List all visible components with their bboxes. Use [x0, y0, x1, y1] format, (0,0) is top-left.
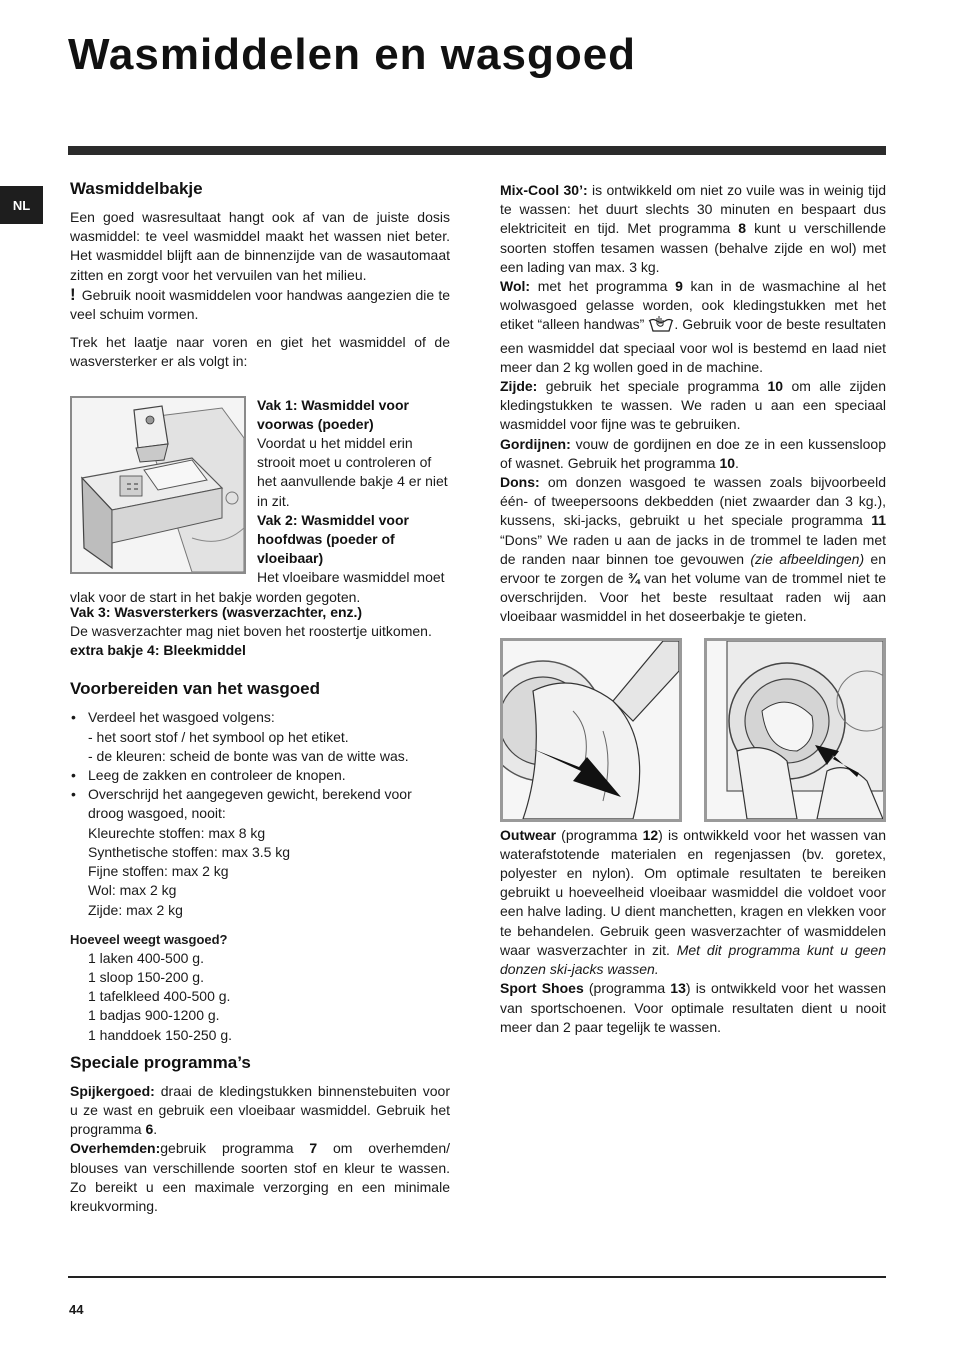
- handwash-icon: [648, 315, 674, 338]
- loading-jacket-illustration: [500, 638, 682, 822]
- folding-edges-illustration: [704, 638, 886, 822]
- dons-paragraph: Dons: om donzen wasgoed te wassen zoals bijvoorbeeld één- of tweepersoons dekbedden (niet zwaarder dan 3 kg.), kussens, ski-jacks, gebruikt u het speciale programma 11 “Dons” We raden u aan de jacks in de trommel te laden met de randen naar binnen toe gevouwen (zie afbeeldingen) en ervoor te zorgen de ¾ van het volume van de trommel niet te overschrijden. Voor het beste resultaat raden wij aan vloeibaar wasmiddel in het doseerbakje te gieten.: [500, 474, 886, 625]
- detergent-drawer-illustration: [70, 396, 246, 574]
- warning-paragraph: ! Gebruik nooit wasmiddelen voor handwas aangezien die te veel schuim vormen.: [70, 284, 450, 323]
- page-number: 44: [69, 1302, 84, 1317]
- section-heading-speciale: Speciale programma’s: [70, 1052, 251, 1072]
- section-heading-voorbereiden: Voorbereiden van het wasgoed: [70, 679, 321, 699]
- right-column: [500, 181, 886, 1037]
- vak-3-label: Vak 3: Wasversterkers (wasverzachter, enz.): [70, 603, 363, 620]
- footer-rule: [68, 1276, 886, 1278]
- list-item: • Overschrijd het aangegeven gewicht, berekend voor droog wasgoed, nooit: Kleurechte stoffen: max 8 kg Synthetische stoffen: max 3.5 kg Fijne stoffen: max 2 kg Wol: max 2 kg Zijde: max 2 kg: [88, 785, 450, 919]
- language-tab: NL: [0, 186, 43, 224]
- list-item: 1 handdoek 150-250 g.: [88, 1026, 233, 1043]
- drum-loading-illustrations: [500, 638, 886, 822]
- instruction-paragraph: Trek het laatje naar voren en giet het wasmiddel of de wasversterker er als volgt in:: [70, 334, 450, 370]
- preparation-list: [70, 708, 450, 919]
- sport-shoes-paragraph: Sport Shoes (programma 13) is ontwikkeld voor het wassen van sportschoenen. Voor optimale resultaten dient u nooit meer dan 2 paar tegelijk te wassen.: [500, 980, 886, 1035]
- intro-paragraph: Een goed wasresultaat hangt ook af van de juiste dosis wasmiddel: te veel wasmiddel maakt het wassen niet beter. Het wasmiddel blijft aan de binnenzijde van de wasautomaat zitten en zorgt voor het vervuilen van het milieu.: [70, 209, 450, 283]
- weight-list: [70, 949, 450, 1045]
- wol-paragraph: Wol: met het programma 9 kan in de wasmachine al het wolwasgoed gelasse worden, ook kledingstukken met het etiket “alleen handwas” . Gebruik voor de beste resultaten een wasmiddel dat speciaal voor wol is bestemd en laad niet meer dan 2 kg wollen goed in de machine.: [500, 278, 887, 375]
- zijde-paragraph: Zijde: gebruik het speciale programma 10 om alle zijden kledingstukken te wassen. We raden u aan een speciaal wasmiddel voor fijne was te gebruiken.: [500, 378, 886, 433]
- vak-2-text: Het vloeibare wasmiddel moet vlak voor de start in het bakje worden gegoten.: [70, 569, 445, 605]
- list-item: 1 laken 400-500 g.: [88, 949, 204, 966]
- page-title: Wasmiddelen en wasgoed: [68, 30, 637, 79]
- mix-cool-paragraph: Mix-Cool 30’: is ontwikkeld om niet zo vuile was in weinig tijd te wassen: het duurt slechts 30 minuten en bespaart dus elektriciteit en tijd. Met programma 8 kunt u verschillende soorten stoffen tesamen wassen (behalve zijde en wol) met een lading van max. 3 kg.: [500, 182, 886, 275]
- list-item: 1 tafelkleed 400-500 g.: [88, 988, 231, 1005]
- vak-3-text: De wasverzachter mag niet boven het roostertje uitkomen.: [70, 623, 432, 640]
- warning-icon: !: [70, 284, 76, 304]
- overhemden-paragraph: Overhemden:gebruik programma 7 om overhemden/ blouses van verschillende soorten stof en kleur te wassen. Zo bereikt u een maximale verzorging en een minimale kreukvorming.: [70, 1140, 450, 1214]
- header-rule: [68, 146, 886, 155]
- vak-1-label: Vak 1: Wasmiddel voor voorwas (poeder): [257, 396, 409, 432]
- section-heading-wasmiddelbakje: Wasmiddelbakje: [70, 179, 203, 198]
- vak-1-text: Voordat u het middel erin strooit moet u controleren of het aanvullende bakje 4 er niet in zit.: [257, 435, 448, 509]
- list-item: 1 badjas 900-1200 g.: [88, 1007, 220, 1024]
- list-item: • Leeg de zakken en controleer de knopen.: [88, 766, 450, 785]
- dispenser-block: [70, 396, 450, 661]
- list-item: • Verdeel het wasgoed volgens: - het soort stof / het symbool op het etiket. - de kleuren: scheid de bonte was van de witte was.: [88, 708, 450, 766]
- list-item: 1 sloop 150-200 g.: [88, 968, 204, 985]
- left-column: [70, 178, 450, 1216]
- spijkergoed-paragraph: Spijkergoed: draai de kledingstukken binnenstebuiten voor u ze wast en gebruik een vloeibaar wasmiddel. Gebruik het programma 6.: [70, 1082, 450, 1138]
- vak-2-label: Vak 2: Wasmiddel voor hoofdwas (poeder of vloeibaar): [257, 511, 409, 567]
- vak-4-label: extra bakje 4: Bleekmiddel: [70, 642, 246, 659]
- gordijnen-paragraph: Gordijnen: vouw de gordijnen en doe ze in een kussensloop of wasnet. Gebruik het programma 10.: [500, 435, 886, 471]
- weight-heading: Hoeveel weegt wasgoed?: [70, 931, 228, 947]
- outwear-paragraph: Outwear (programma 12) is ontwikkeld voor het wassen van waterafstotende materialen en regenjassen (bv. goretex, polyester en nylon). Om optimale resultaten te bereiken gebruikt u hoeveelheid vloeibaar wasmiddel die voldoet voor een halve lading. U dient manchetten, kragen en vlekken voor te behandelen. Gebruik geen wasverzachter of wasmiddelen waar wasverzachter in zit. Met dit programma kunt u geen donzen ski-jacks wassen.: [500, 826, 887, 978]
